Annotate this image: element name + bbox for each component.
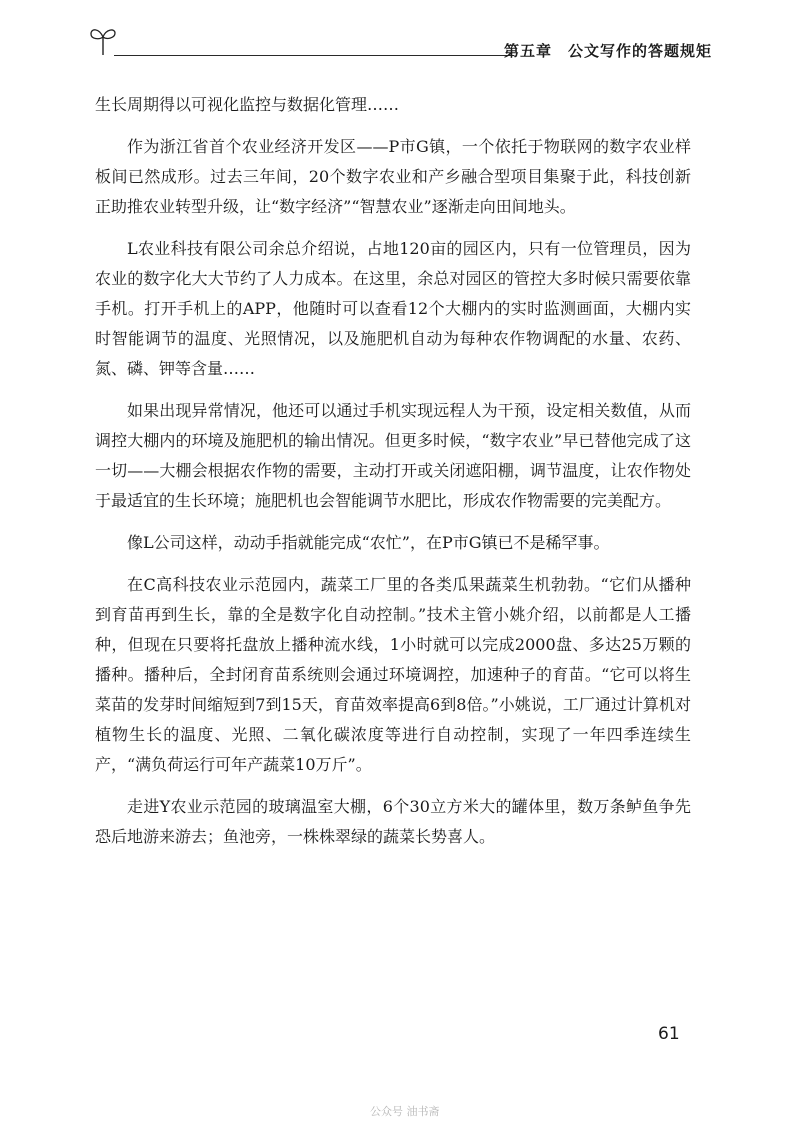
paragraph: 像L公司这样，动动手指就能完成“农忙”，在P市G镇已不是稀罕事。 [127,533,610,552]
chapter-title: 公文写作的答题规矩 [567,42,712,60]
paragraph: L农业科技有限公司余总介绍说，占地120亩的园区内，只有一位管理员，因为农业的数字化大大节约了人力成本。在这里，余总对园区的管控大多时候只需要依靠手机。打开手机上的APP，他随时可以查看12个大棚内的实时监测画面，大棚内实时智能调节的温度、光照情况，以及施肥机自动为每种农作物调配的水量、农药、氮、磷、钾等含量…… [95,239,691,378]
paragraph-continuation: 生长周期得以可视化监控与数据化管理…… [95,95,400,114]
header-title-block [504,40,712,61]
chapter-label: 第五章 [503,42,552,60]
paragraph: 走进Y农业示范园的玻璃温室大棚，6个30立方米大的罐体里，数万条鲈鱼争先恐后地游来游去；鱼池旁，一株株翠绿的蔬菜长势喜人。 [95,797,691,846]
paragraph: 作为浙江省首个农业经济开发区——P市G镇，一个依托于物联网的数字农业样板间已然成形。过去三年间，20个数字农业和产乡融合型项目集聚于此，科技创新正助推农业转型升级，让“数字经济”“智慧农业”逐渐走向田间地头。 [95,137,691,216]
page-number: 61 [658,1024,680,1044]
body-text [95,90,691,864]
paragraph: 如果出现异常情况，他还可以通过手机实现远程人为干预，设定相关数值，从而调控大棚内的环境及施肥机的输出情况。但更多时候，“数字农业”早已替他完成了这一切——大棚会根据农作物的需要，主动打开或关闭遮阳棚，调节温度，让农作物处于最适宜的生长环境；施肥机也会智能调节水肥比，形成农作物需要的完美配方。 [95,401,691,510]
watermark: 公众号 油书斋 [370,1105,440,1118]
sprout-icon [88,22,118,56]
header-rule [114,55,514,56]
paragraph: 在C高科技农业示范园内，蔬菜工厂里的各类瓜果蔬菜生机勃勃。“它们从播种到育苗再到生长，靠的全是数字化自动控制。”技术主管小姚介绍，以前都是人工播种，但现在只要将托盘放上播种流水线，1小时就可以完成2000盘、多达25万颗的播种。播种后，全封闭育苗系统则会通过环境调控，加速种子的育苗。“它可以将生菜苗的发芽时间缩短到7到15天，育苗效率提高6到8倍。”小姚说，工厂通过计算机对植物生长的温度、光照、二氧化碳浓度等进行自动控制，实现了一年四季连续生产，“满负荷运行可年产蔬菜10万斤”。 [95,575,691,774]
running-header [88,22,720,60]
